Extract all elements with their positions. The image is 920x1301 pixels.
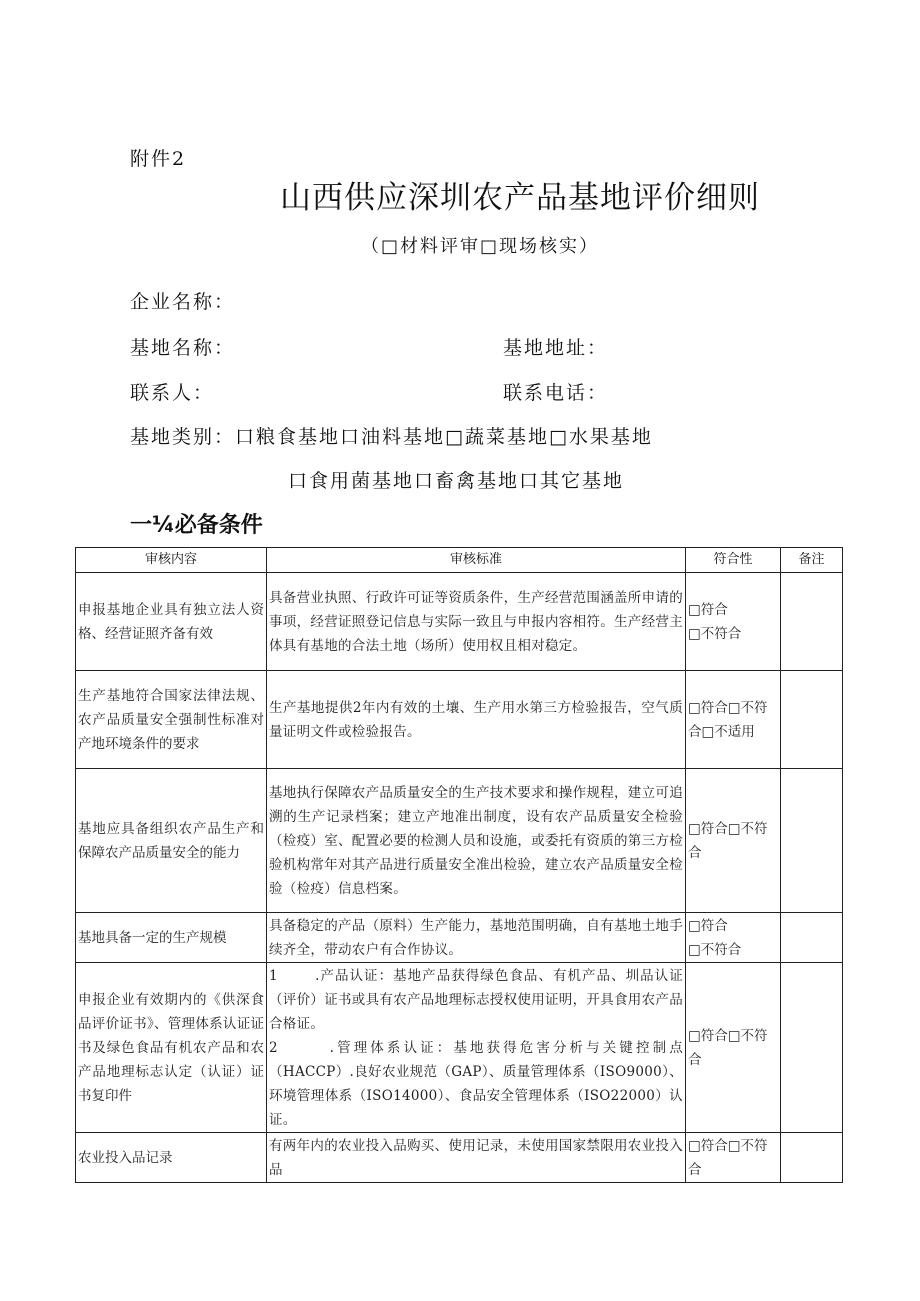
remark-cell <box>781 1133 843 1183</box>
base-type-options-line2: 口食用菌基地口畜禽基地口其它基地 <box>288 470 625 492</box>
review-content-cell: 申报基地企业具有独立法人资格、经营证照齐备有效 <box>76 573 267 671</box>
contact-phone-label: 联系电话： <box>503 382 609 404</box>
table-row <box>76 769 843 913</box>
review-content-cell: 基地具备一定的生产规模 <box>76 913 267 963</box>
page-title: 山西供应深圳农产品基地评价细则 <box>280 180 760 216</box>
remark-cell <box>781 963 843 1133</box>
table-header-row <box>76 548 843 573</box>
remark-cell <box>781 671 843 769</box>
review-standard-cell: 具备营业执照、行政许可证等资质条件，生产经营范围涵盖所申请的事项，经营证照登记信息与实际一致且与申报内容相符。生产经营主体具有基地的合法土地（场所）使用权且相对稳定。 <box>267 573 686 671</box>
remark-cell <box>781 573 843 671</box>
table-row <box>76 671 843 769</box>
review-content-cell: 生产基地符合国家法律法规、农产品质量安全强制性标准对产地环境条件的要求 <box>76 671 267 769</box>
conformity-cell: □符合□不符合□不适用 <box>686 671 781 769</box>
conformity-option: □不符合 <box>688 625 742 642</box>
evaluation-table <box>75 547 843 1183</box>
conformity-option: □不符合 <box>688 941 742 958</box>
base-type-label: 基地类别： <box>130 426 236 448</box>
table-row <box>76 913 843 963</box>
table-row <box>76 963 843 1133</box>
header-review-standard: 审核标准 <box>267 548 686 573</box>
section-heading: 一¼必备条件 <box>130 513 263 538</box>
attachment-label: 附件2 <box>130 148 187 170</box>
review-standard-cell: 生产基地提供2年内有效的土壤、生产用水第三方检验报告，空气质量证明文件或检验报告。 <box>267 671 686 769</box>
header-review-content: 审核内容 <box>76 548 267 573</box>
base-name-label: 基地名称： <box>130 337 236 359</box>
review-standard-cell: 基地执行保障农产品质量安全的生产技术要求和操作规程，建立可追溯的生产记录档案；建立产地准出制度，设有农产品质量安全检验（检疫）室、配置必要的检测人员和设施，或委托有资质的第三方检验机构常年对其产品进行质量安全准出检验，建立农产品质量安全检验（检疫）信息档案。 <box>267 769 686 913</box>
review-standard-cell: 有两年内的农业投入品购买、使用记录，未使用国家禁限用农业投入品 <box>267 1133 686 1183</box>
remark-cell <box>781 913 843 963</box>
conformity-cell: □符合□不符合 <box>686 963 781 1133</box>
standard-paragraph: 2 .管理体系认证：基地获得危害分析与关键控制点（HACCP）.良好农业规范（GAP）、质量管理体系（ISO9000）、环境管理体系（ISO14000）、食品安全管理体系（ISO22000）认证。 <box>269 1039 683 1128</box>
base-type-row <box>130 422 653 449</box>
remark-cell <box>781 769 843 913</box>
conformity-option: □符合 <box>688 917 728 934</box>
review-type-subtitle: （□材料评审□现场核实） <box>360 236 599 257</box>
conformity-cell: □符合□不符合 <box>686 769 781 913</box>
review-content-cell: 农业投入品记录 <box>76 1133 267 1183</box>
review-content-cell: 基地应具备组织农产品生产和保障农产品质量安全的能力 <box>76 769 267 913</box>
review-standard-cell <box>267 963 686 1133</box>
table-row <box>76 1133 843 1183</box>
conformity-cell <box>686 573 781 671</box>
conformity-option: □符合 <box>688 601 728 618</box>
base-address-label: 基地地址： <box>503 337 609 359</box>
header-conformity: 符合性 <box>686 548 781 573</box>
review-standard-cell: 具备稳定的产品（原料）生产能力，基地范围明确，自有基地土地手续齐全，带动农户有合作协议。 <box>267 913 686 963</box>
conformity-cell <box>686 913 781 963</box>
company-name-label: 企业名称： <box>130 291 236 313</box>
review-content-cell: 申报企业有效期内的《供深食品评价证书》、管理体系认证证书及绿色食品有机农产品和农产品地理标志认定（认证）证书复印件 <box>76 963 267 1133</box>
contact-person-label: 联系人： <box>130 382 215 404</box>
base-type-options-line1: 口粮食基地口油料基地□蔬菜基地□水果基地 <box>235 426 653 448</box>
header-remark: 备注 <box>781 548 843 573</box>
conformity-cell: □符合□不符合 <box>686 1133 781 1183</box>
standard-paragraph: 1 .产品认证：基地产品获得绿色食品、有机产品、圳品认证（评价）证书或具有农产品地理标志授权使用证明，开具食用农产品合格证。 <box>269 967 683 1032</box>
table-row <box>76 573 843 671</box>
